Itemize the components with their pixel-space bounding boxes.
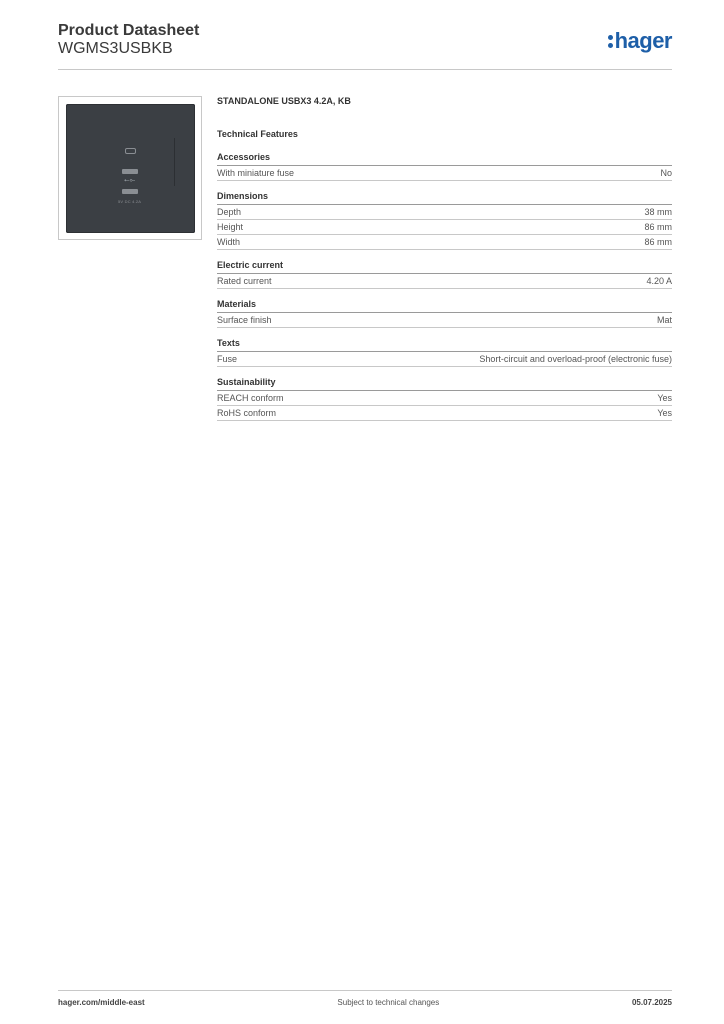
spec-value: 86 mm: [644, 237, 672, 247]
section-title: Electric current: [217, 260, 672, 274]
spec-value: No: [660, 168, 672, 178]
product-image: [58, 96, 202, 240]
hager-logo: [608, 28, 672, 54]
footer-url: hager.com/middle-east: [58, 998, 145, 1007]
logo-text: hager: [614, 28, 672, 53]
spec-label: Width: [217, 237, 241, 247]
product-code: WGMS3USBKB: [58, 40, 173, 57]
spec-row: [217, 391, 672, 406]
spec-row: [217, 235, 672, 250]
socket-plate: [66, 104, 195, 233]
footer-date: 05.07.2025: [631, 998, 672, 1007]
rating-label: 5V DC 4.2A: [118, 199, 142, 204]
spec-label: Height: [217, 222, 244, 232]
usb-a-port-icon: [122, 189, 138, 194]
spec-value: Mat: [656, 315, 672, 325]
spec-section: [217, 338, 672, 367]
footer-note: Subject to technical changes: [337, 998, 440, 1007]
spec-row: [217, 205, 672, 220]
spec-row: [217, 406, 672, 421]
spec-label: Depth: [217, 207, 242, 217]
spec-value: Yes: [657, 408, 672, 418]
section-title: Materials: [217, 299, 672, 313]
usb-symbol-icon: ⭠⟜: [124, 177, 136, 184]
spec-section: [217, 191, 672, 250]
spec-row: [217, 166, 672, 181]
spec-row: [217, 220, 672, 235]
logo-colon-icon: [608, 35, 613, 48]
spec-content: [217, 96, 672, 431]
spec-section: [217, 260, 672, 289]
section-title: Accessories: [217, 152, 672, 166]
usb-a-port-icon: [122, 169, 138, 174]
spec-label: RoHS conform: [217, 408, 277, 418]
spec-value: 86 mm: [644, 222, 672, 232]
spec-value: 38 mm: [644, 207, 672, 217]
usb-c-port-icon: [125, 148, 136, 154]
spec-section: [217, 152, 672, 181]
spec-value: 4.20 A: [646, 276, 672, 286]
spec-row: [217, 274, 672, 289]
page-title: Product Datasheet: [58, 22, 200, 39]
spec-section: [217, 299, 672, 328]
spec-label: Fuse: [217, 354, 238, 364]
spec-label: Surface finish: [217, 315, 272, 325]
spec-row: [217, 352, 672, 367]
product-name: STANDALONE USBX3 4.2A, KB: [217, 96, 351, 106]
section-title: Sustainability: [217, 377, 672, 391]
spec-label: Rated current: [217, 276, 272, 286]
spec-label: REACH conform: [217, 393, 284, 403]
spec-value: Yes: [657, 393, 672, 403]
page-header: [58, 22, 672, 70]
spec-value: Short-circuit and overload-proof (electronic fuse): [479, 354, 672, 364]
page-footer: [58, 990, 672, 1007]
section-title: Texts: [217, 338, 672, 352]
spec-row: [217, 313, 672, 328]
spec-label: With miniature fuse: [217, 168, 295, 178]
technical-features-title: Technical Features: [217, 129, 298, 139]
spec-section: [217, 377, 672, 421]
spec-sections: [217, 152, 672, 421]
section-title: Dimensions: [217, 191, 672, 205]
